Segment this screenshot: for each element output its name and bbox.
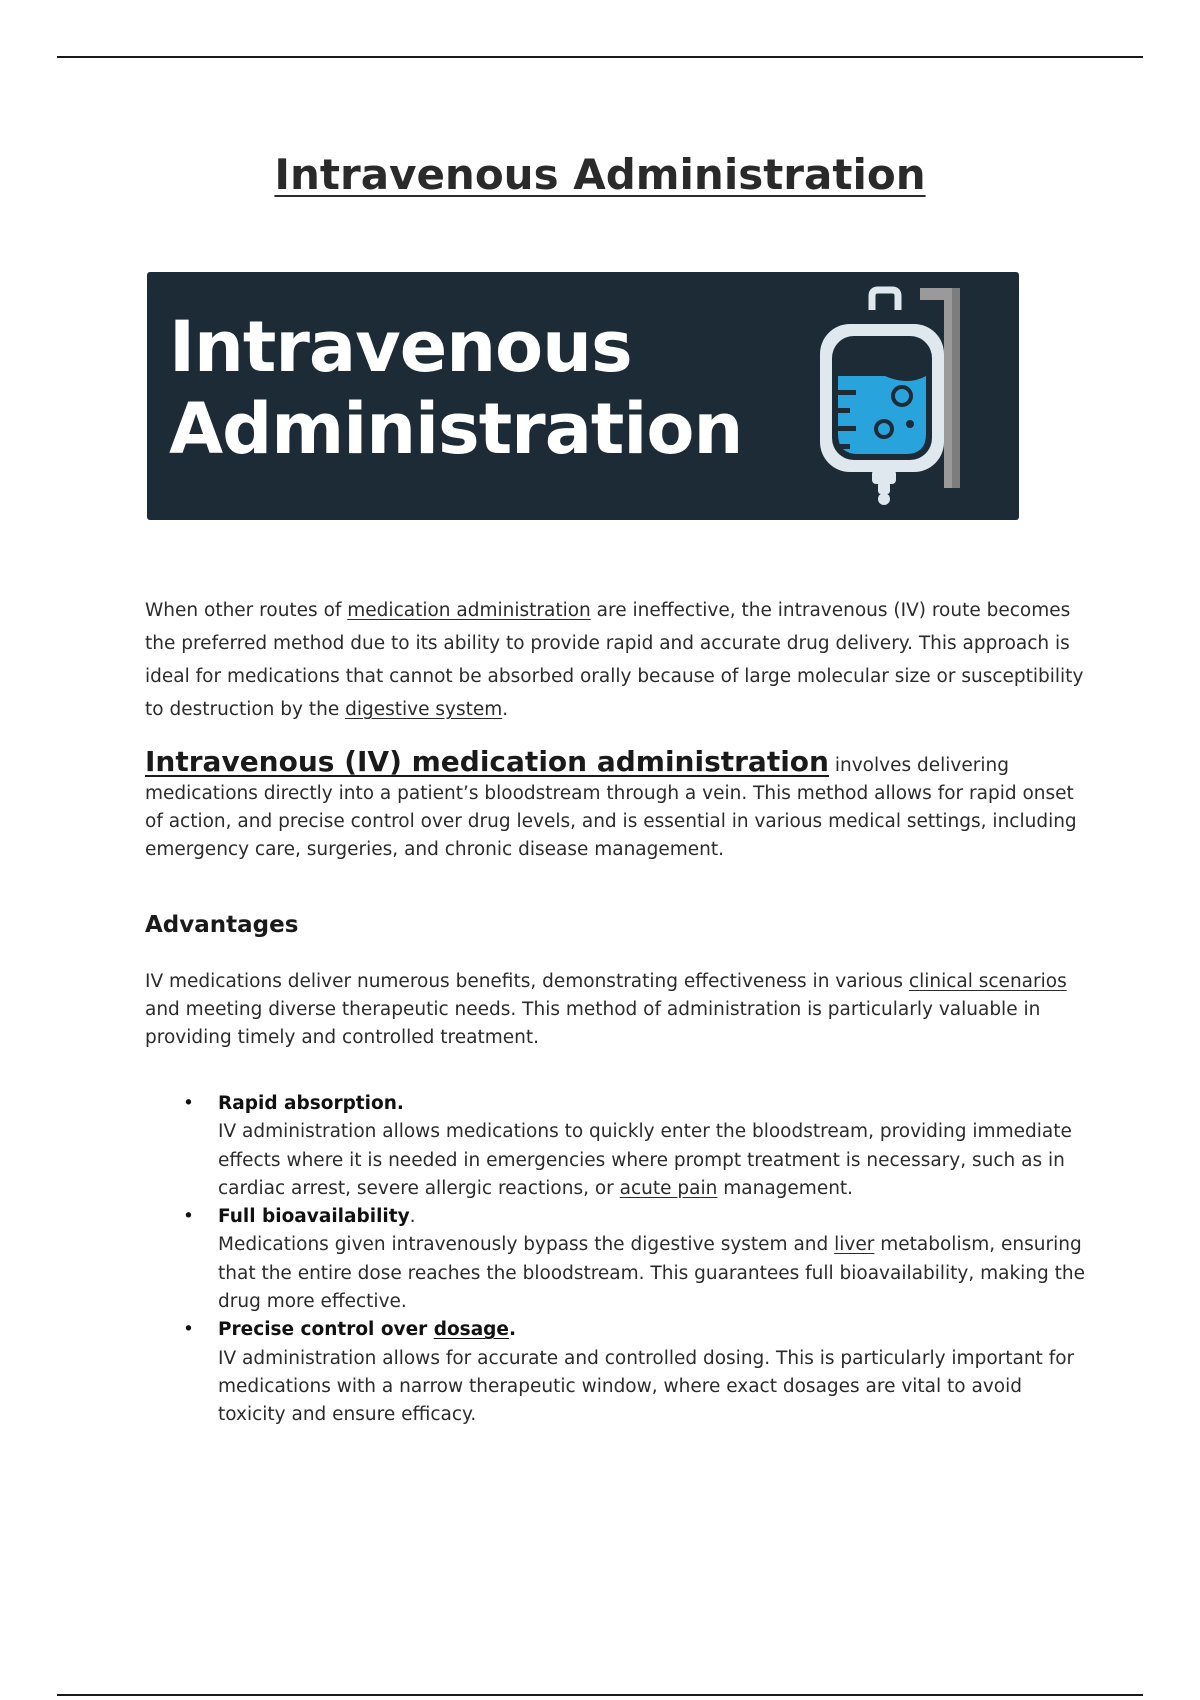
bullet: •	[183, 1319, 194, 1341]
link-dosage[interactable]: dosage	[433, 1319, 509, 1341]
intro-paragraph: When other routes of medication administration are ineffective, the intravenous (IV) route becomes the preferred method due to its ability to provide rapid and accurate drug delivery. This approach is ideal for medications that cannot be absorbed orally because of large molecular size or susceptibility to destruction by the digestive system.	[145, 600, 1084, 720]
list-item	[145, 1090, 1085, 1203]
item-title-rapid-absorption: Rapid absorption.	[218, 1093, 404, 1114]
advantages-list	[145, 1090, 1085, 1430]
top-rule	[57, 56, 1143, 58]
bottom-rule	[57, 1694, 1143, 1696]
iv-port	[872, 470, 896, 484]
banner-title	[169, 306, 742, 470]
iv-fluid	[838, 371, 926, 454]
banner-image	[147, 272, 1019, 520]
advantages-heading: Advantages	[145, 912, 299, 938]
definition-lead: Intravenous (IV) medication administration	[145, 745, 829, 778]
item-body: IV administration allows for accurate and controlled dosing. This is particularly important for medications with a narrow therapeutic window, where exact dosages are vital to avoid toxicity and ensure efficacy.	[218, 1347, 1075, 1426]
list-item	[145, 1316, 1085, 1429]
item-title-full-bioavailability: Full bioavailability	[218, 1206, 410, 1228]
bullet: •	[183, 1206, 194, 1228]
link-digestive-system[interactable]: digestive system	[345, 699, 503, 720]
list-item: • Full bioavailability. Medications given intravenously bypass the digestive system and liver metabolism, ensuring that the entire dose reaches the bloodstream. This guarantees full bioavailability, making the drug more effective.	[145, 1203, 1085, 1316]
item-title-precise-control: Precise control over dosage.	[218, 1319, 517, 1341]
link-liver[interactable]: liver	[834, 1234, 875, 1256]
page-title: Intravenous Administration	[274, 150, 926, 199]
bullet: •	[183, 1093, 194, 1114]
iv-bag-icon	[792, 284, 972, 516]
link-acute-pain[interactable]: acute pain	[619, 1177, 718, 1199]
definition-paragraph: Intravenous (IV) medication administration involves delivering medications directly into a patient’s bloodstream through a vein. This method allows for rapid onset of action, and precise control over drug levels, and is essential in various medical settings, including emergency care, surgeries, and chronic disease management.	[145, 745, 1077, 860]
iv-hanger	[872, 290, 898, 310]
link-clinical-scenarios[interactable]: clinical scenarios	[908, 971, 1067, 992]
banner-line-1: Intravenous	[169, 306, 632, 388]
link-medication-administration[interactable]: medication administration	[347, 600, 591, 621]
advantages-intro: IV medications deliver numerous benefits, demonstrating effectiveness in various clinical scenarios and meeting diverse therapeutic needs. This method of administration is particularly valuable in providing timely and controlled treatment.	[145, 971, 1067, 1048]
item-body: Medications given intravenously bypass the digestive system and liver metabolism, ensuring that the entire dose reaches the bloodstream. This guarantees full bioavailability, making the drug more effective.	[218, 1234, 1086, 1313]
banner-line-2: Administration	[169, 388, 743, 470]
item-body: IV administration allows medications to quickly enter the bloodstream, providing immediate effects where it is needed in emergencies where prompt treatment is necessary, such as in cardiac arrest, severe allergic reactions, or acute pain management.	[218, 1121, 1072, 1199]
